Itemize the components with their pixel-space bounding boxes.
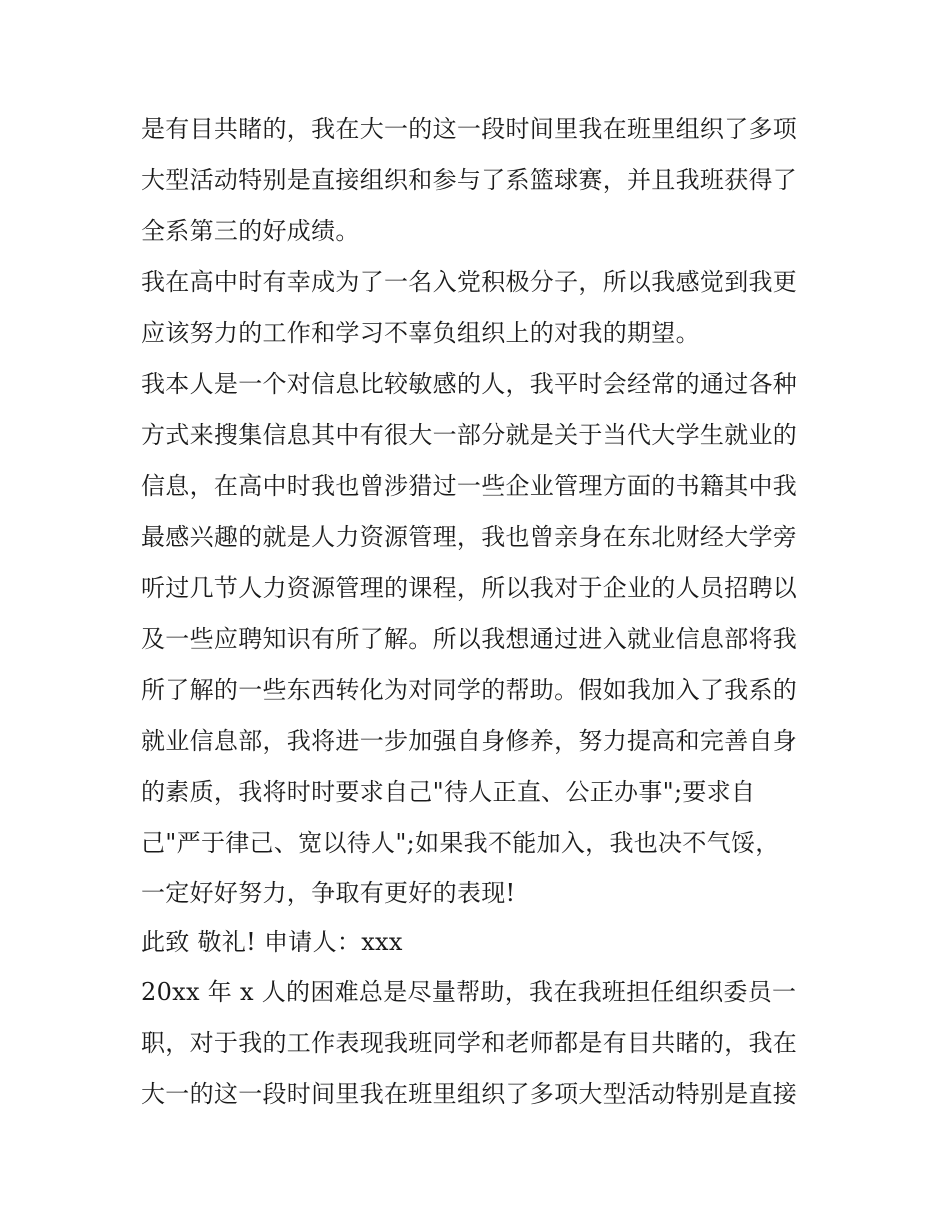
text-line-18: 20xx 年 x 人的困难总是尽量帮助，我在我班担任组织委员一 xyxy=(141,978,797,1006)
text-line-15: 己"严于律己、宽以待人";如果我不能加入，我也决不气馁， xyxy=(141,829,780,857)
signature-line: 此致 敬礼! 申请人：xxx xyxy=(141,928,403,956)
text-line-13: 就业信息部，我将进一步加强自身修养，努力提高和完善自身 xyxy=(141,727,798,755)
text-line-20: 大一的这一段时间里我在班里组织了多项大型活动特别是直接 xyxy=(141,1080,798,1108)
text-line-1: 是有目共睹的，我在大一的这一段时间里我在班里组织了多项 xyxy=(141,115,798,143)
text-line-10: 听过几节人力资源管理的课程，所以我对于企业的人员招聘以 xyxy=(141,574,798,602)
text-line-19: 职，对于我的工作表现我班同学和老师都是有目共睹的，我在 xyxy=(141,1029,798,1057)
text-line-16: 一定好好努力，争取有更好的表现! xyxy=(141,879,516,907)
text-line-8: 信息，在高中时我也曾涉猎过一些企业管理方面的书籍其中我 xyxy=(141,472,798,500)
text-line-4: 我在高中时有幸成为了一名入党积极分子，所以我感觉到我更 xyxy=(141,268,798,296)
text-line-9: 最感兴趣的就是人力资源管理，我也曾亲身在东北财经大学旁 xyxy=(141,523,798,551)
text-line-5: 应该努力的工作和学习不辜负组织上的对我的期望。 xyxy=(141,319,700,347)
text-line-14: 的素质，我将时时要求自己"待人正直、公正办事";要求自 xyxy=(141,778,756,806)
text-line-6: 我本人是一个对信息比较敏感的人，我平时会经常的通过各种 xyxy=(141,370,798,398)
text-line-2: 大型活动特别是直接组织和参与了系篮球赛，并且我班获得了 xyxy=(141,166,798,194)
text-line-3: 全系第三的好成绩。 xyxy=(141,217,360,245)
text-line-7: 方式来搜集信息其中有很大一部分就是关于当代大学生就业的 xyxy=(141,421,798,449)
document-body xyxy=(141,104,831,1120)
text-line-11: 及一些应聘知识有所了解。所以我想通过进入就业信息部将我 xyxy=(141,625,798,653)
text-line-12: 所了解的一些东西转化为对同学的帮助。假如我加入了我系的 xyxy=(141,676,798,704)
